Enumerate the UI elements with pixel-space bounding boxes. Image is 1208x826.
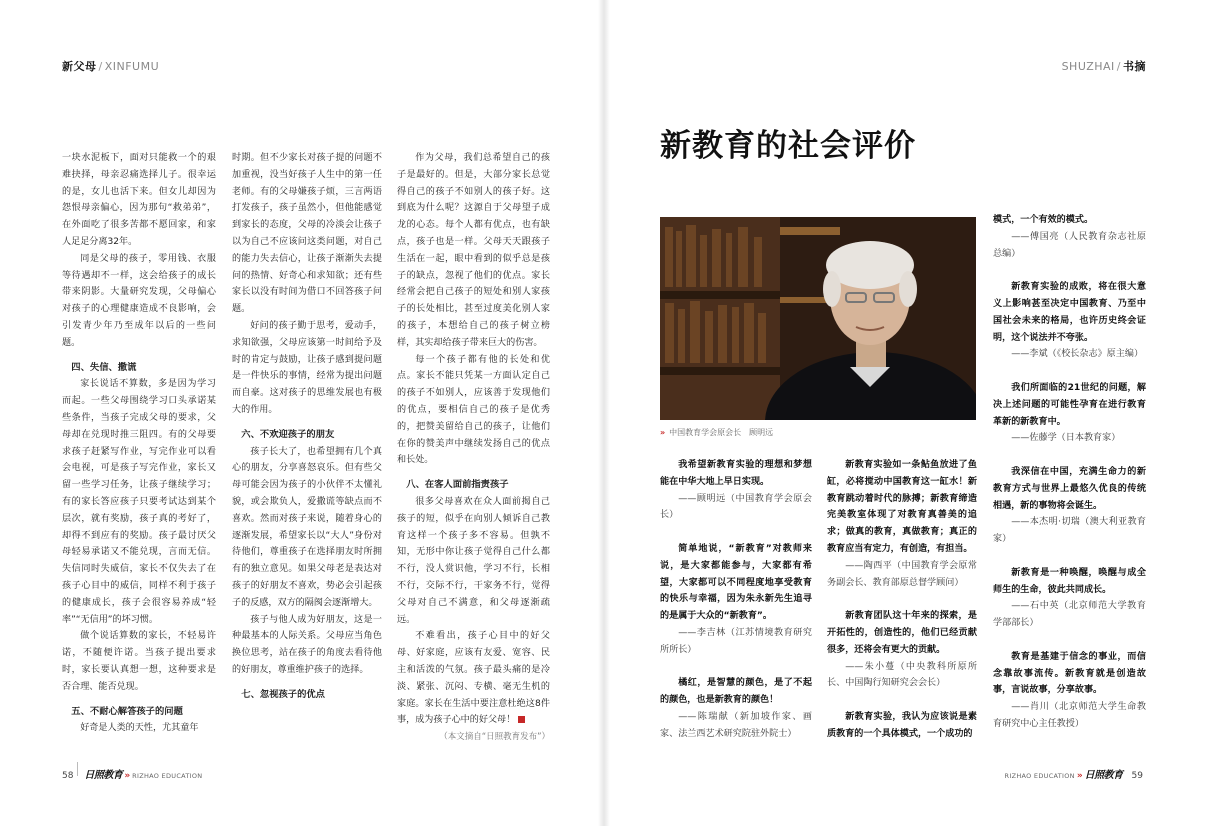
running-head-right: SHUZHAI / 书摘 <box>1061 60 1146 73</box>
paragraph: 时期。但不少家长对孩子提的问题不加重视，没当好孩子人生中的第一任老师。有的父母嫌孩子烦，三言两语打发孩子，孩子虽然小，但他能感觉到家长的态度，父母的冷淡会让孩子以为自己不应该问这类问题，对自己的能力失去信心，让孩子渐渐失去提问的热情、好奇心和求知欲；还有些家长以没有时间为借口不回答孩子问题。 <box>232 153 382 315</box>
testimonial-attribution: ——石中英（北京师范大学教育学部部长） <box>993 601 1146 629</box>
paragraph: 好奇是人类的天性，尤其童年 <box>80 723 199 734</box>
testimonial-attribution: ——肖川（北京师范大学生命教育研究中心主任教授） <box>993 702 1146 729</box>
section-heading: 四、失信、撒谎 <box>71 361 137 373</box>
portrait-photo <box>660 217 976 420</box>
testimonial-attribution: ——本杰明·切瑞（澳大利亚教育家） <box>993 517 1146 545</box>
page-number-left: 58 <box>62 771 74 781</box>
page-gutter <box>598 0 610 826</box>
testimonial-quote: 我希望新教育实验的理想和梦想能在中华大地上早日实现。 <box>660 460 812 487</box>
testimonial-attribution: ——李斌（《校长杂志》原主编） <box>1011 349 1144 360</box>
quotes-column-2 <box>827 457 977 743</box>
paragraph: 做个说话算数的家长，不轻易许诺，不随便许诺。当孩子提出要求时，家长要认真想一想，这种要求是否合理、能否兑现。 <box>62 631 216 692</box>
section-heading: 六、不欢迎孩子的朋友 <box>241 428 335 440</box>
publication-edition-right: RIZHAO EDUCATION <box>1004 772 1075 780</box>
section-name-en: XINFUMU <box>104 60 160 73</box>
quotes-column-3 <box>993 212 1146 733</box>
publication-logo: 日照教育 <box>84 770 123 781</box>
testimonial-attribution: ——李吉林（江苏情境教育研究所所长） <box>660 627 812 655</box>
article-title: 新教育的社会评价 <box>660 128 916 164</box>
section-heading: 五、不耐心解答孩子的问题 <box>71 705 183 717</box>
running-head-left: 新父母 / XINFUMU <box>62 60 160 73</box>
paragraph: 孩子与他人成为好朋友，这是一种最基本的人际关系。父母应当角色换位思考，站在孩子的角度去看待他的好朋友，尊重维护孩子的选择。 <box>232 614 382 675</box>
testimonial-quote: 新教育实验的成败，将在很大意义上影响甚至决定中国教育、乃至中国社会未来的格局，也许历史终会证明，这个说法并不夸张。 <box>993 282 1146 343</box>
testimonial-attribution: ——佐藤学（日本教育家） <box>1011 433 1121 444</box>
testimonial-quote: 我深信在中国，充满生命力的新教育方式与世界上最悠久优良的传统相遇，新的事物将会诞生。 <box>993 466 1146 511</box>
caption-marker-icon: » <box>660 428 666 437</box>
testimonial-quote: 橘红，是智慧的颜色，是了不起的颜色，也是新教育的颜色！ <box>660 678 812 706</box>
paragraph: 不难看出，孩子心目中的好父母、好家庭，应该有友爱、宽容、民主和活泼的气氛。孩子最头痛的是冷淡、紧张、沉闷、专横、毫无生机的家庭。家长在生活中要注意杜绝这8件事，成为孩子心中的好父母！ <box>397 631 550 726</box>
paragraph: 同是父母的孩子，零用钱、衣服等待遇却不一样，这会给孩子的成长带来阴影。大量研究发现，父母偏心对孩子的心理健康造成不良影响，会引发青少年乃至成年以后的一些问题。 <box>62 253 216 348</box>
arrow-icon: » <box>124 771 131 781</box>
testimonial-quote: 新教育团队这十年来的探索，是开拓性的，创造性的，他们已经贡献很多，还将会有更大的贡献。 <box>827 611 977 655</box>
testimonial-quote: 简单地说，“新教育”对教师来说，是大家都能参与，大家都有希望，大家都可以不同程度地享受教育的快乐与幸福，因为朱永新先生追寻的是属于大众的“新教育”。 <box>660 543 812 622</box>
section-heading: 七、忽视孩子的优点 <box>241 688 325 700</box>
paragraph: 好问的孩子勤于思考，爱动手，求知欲强，父母应该第一时间给予及时的肯定与鼓励，让孩子感到提问题是一件快乐的事情，经常为提出问题而自豪。这对孩子的思维发展也有极大的作用。 <box>232 320 382 415</box>
section-name-cn-right: 书摘 <box>1123 60 1146 73</box>
testimonial-quote: 模式，一个有效的模式。 <box>993 215 1094 225</box>
left-column-3 <box>397 150 550 746</box>
quotes-column-1 <box>660 457 812 743</box>
footer-right <box>1005 766 1146 781</box>
page-number-right: 59 <box>1131 771 1143 781</box>
publication-logo-right: 日照教育 <box>1084 770 1123 781</box>
testimonial-attribution: ——朱小蔓（中央教科所原所长、中国陶行知研究会会长） <box>827 661 977 689</box>
section-heading: 八、在客人面前指责孩子 <box>406 479 509 491</box>
section-name-cn: 新父母 <box>62 60 97 73</box>
testimonial-quote: 新教育是一种唤醒，唤醒与成全师生的生命，彼此共同成长。 <box>993 567 1146 595</box>
testimonial-quote: 教育是基建于信念的事业，而信念靠故事流传。新教育就是创造故事，言说故事，分享故事。 <box>993 651 1146 696</box>
testimonial-attribution: ——傅国亮（人民教育杂志社原总编） <box>993 231 1146 259</box>
paragraph: 一块水泥板下，面对只能救一个的艰难抉择，母亲忍痛选择儿子。很幸运的是，女儿也活下来。但女儿却因为怨恨母亲偏心，因为那句“救弟弟”，在外面吃了很多苦都不愿回家，和家人足足分离32年。 <box>62 153 216 247</box>
left-column-1 <box>62 150 216 737</box>
testimonial-attribution: ——陈瑞献（新加坡作家、画家、法兰西艺术研究院驻外院士） <box>660 711 812 739</box>
paragraph: 家长说话不算数，多是因为学习而起。一些父母围绕学习口头承诺某些条件，当孩子完成父母的要求，父母却在兑现时推三阻四。有的父母要求孩子赶紧写作业，写完作业可以看会电视，可是孩子写完作业，家长又留一些学习任务，让孩子继续学习；有的家长答应孩子只要考试达到某个层次，就有奖励，孩子真的考好了，却得不到应有的奖励。孩子最讨厌父母轻易承诺又不能兑现，言而无信。失信同时失威信，家长不仅失去了在孩子心目中的威信，同样不利于孩子的健康成长，孩子会很容易养成“轻率”“无信用”的坏习惯。 <box>62 379 216 625</box>
left-column-2 <box>232 150 382 704</box>
portrait-illustration <box>660 217 976 420</box>
paragraph: 很多父母喜欢在众人面前揭自己孩子的短，似乎在向别人倾诉自己教育这样一个孩子多不容易。但孰不知，无形中你让孩子觉得自己什么都不行，没人赏识他，学习不行，长相不行，交际不行，干家务不行，觉得父母对自己不满意，和父母逐渐疏远。 <box>397 496 550 625</box>
testimonial-quote: 新教育实验，我认为应该说是素质教育的一个具体模式，一个成功的 <box>827 711 977 739</box>
section-name-en-right: SHUZHAI <box>1061 60 1115 73</box>
publication-edition: RIZHAO EDUCATION <box>132 772 203 780</box>
paragraph: 每一个孩子都有他的长处和优点。家长不能只凭某一方面认定自己的孩子不如别人，应该善于发现他们的优点，要相信自己的孩子是优秀的，把赞美留给自己的孩子，让他们在你的赞美声中继续发扬自己的优点和长处。 <box>397 354 550 466</box>
testimonial-quote: 我们所面临的21世纪的问题，解决上述问题的可能性孕育在进行教育革新的新教育中。 <box>993 382 1146 427</box>
arrow-icon-right: » <box>1076 771 1083 781</box>
footer-left <box>62 766 202 781</box>
testimonial-attribution: ——陶西平（中国教育学会原常务副会长、教育部原总督学顾问） <box>827 560 977 588</box>
testimonial-quote: 新教育实验如一条鲇鱼放进了鱼缸，必将搅动中国教育这一缸水！新教育跳动着时代的脉搏；新教育缔造完美教室体现了对教育真善美的追求；做真的教育，真做教育；真正的教育应当有定力，有创造，有担当。 <box>827 460 977 554</box>
paragraph: 作为父母，我们总希望自己的孩子是最好的。但是，大部分家长总觉得自己的孩子不如别人的孩子好。这到底为什么呢？这源自于父母望子成龙的心态。每个人都有优点，也有缺点，孩子也是一样。父母天天跟孩子生活在一起，眼中看到的似乎总是孩子的缺点，忽视了他们的优点。家长经常会把自己孩子的短处和别人家孩子的长处相比，甚至过度美化别人家的孩子，本想给自己的孩子树立榜样，其实却给孩子带来巨大的伤害。 <box>397 153 550 348</box>
end-mark-icon <box>518 716 525 723</box>
photo-caption: » 中国教育学会原会长 顾明远 <box>660 428 774 437</box>
testimonial-attribution: ——顾明远（中国教育学会原会长） <box>660 493 812 521</box>
paragraph: 孩子长大了，也希望拥有几个真心的朋友，分享喜怒哀乐。但有些父母可能会因为孩子的小伙伴不太懂礼貌，或会欺负人，爱撒谎等缺点而不喜欢。然而对孩子来说，随着身心的逐渐发展，希望家长以“大人”身份对待他们，尊重孩子在选择朋友时所拥有的独立意见。如果父母老是表达对孩子的好朋友不喜欢，势必会引起孩子的反感，双方的隔阂会逐渐增大。 <box>232 446 382 608</box>
article-source: （本文摘自“日照教育发布”） <box>439 732 550 743</box>
